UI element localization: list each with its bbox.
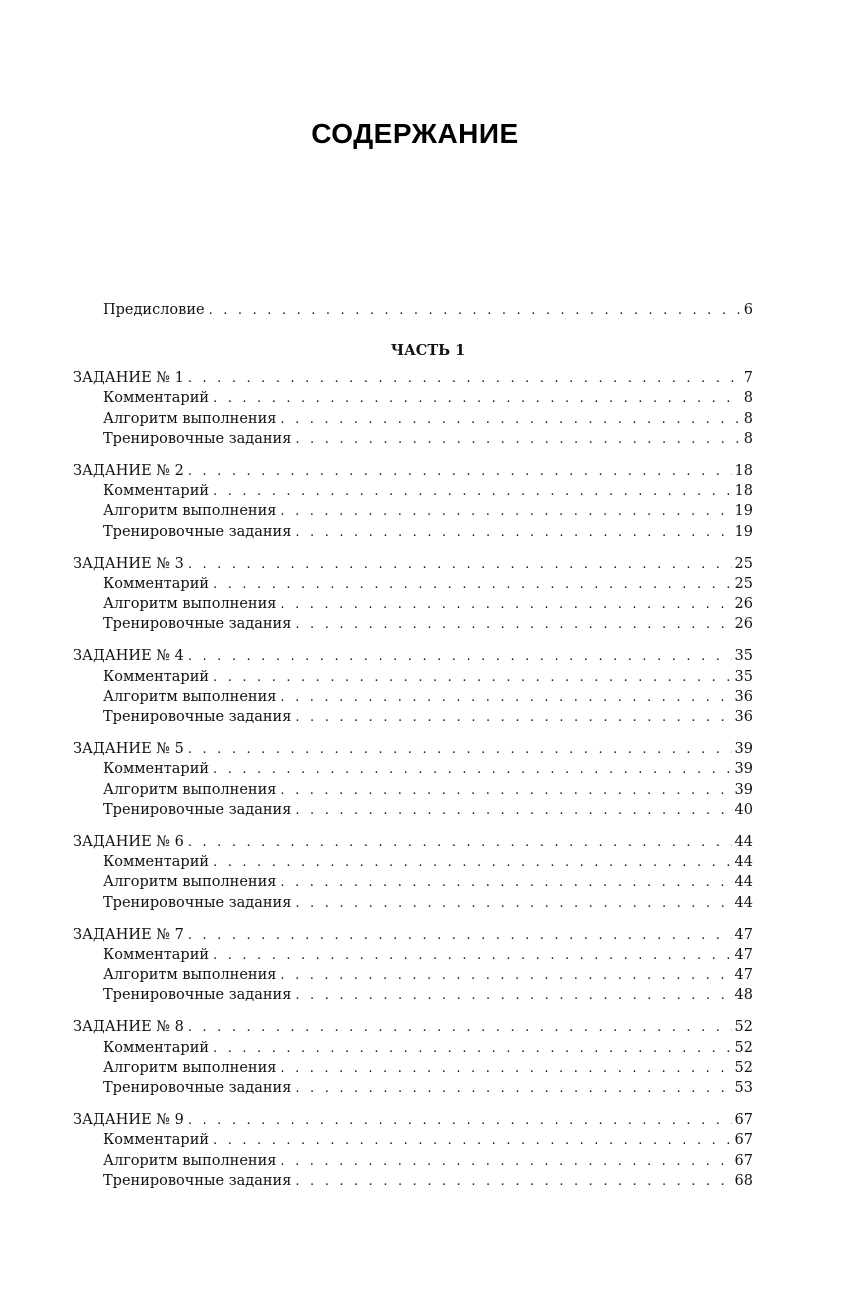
dot-leader bbox=[280, 781, 731, 800]
task-group bbox=[73, 646, 753, 727]
toc-entry-page: 67 bbox=[734, 1132, 753, 1149]
toc-entry-task[interactable] bbox=[73, 554, 753, 574]
dot-leader bbox=[295, 1172, 731, 1191]
toc-entry-page: 44 bbox=[734, 894, 753, 911]
dot-leader bbox=[188, 647, 732, 666]
toc-entry-algorithm[interactable] bbox=[73, 409, 753, 429]
dot-leader bbox=[213, 482, 732, 501]
task-group bbox=[73, 925, 753, 1006]
toc-entry-page: 35 bbox=[734, 648, 753, 665]
toc-entry-task[interactable] bbox=[73, 832, 753, 852]
dot-leader bbox=[188, 833, 732, 852]
toc-entry-page: 44 bbox=[734, 833, 753, 850]
toc-entry-training[interactable] bbox=[73, 1171, 753, 1191]
toc-entry-label: Алгоритм выполнения bbox=[103, 596, 277, 613]
dot-leader bbox=[280, 873, 731, 892]
task-group bbox=[73, 832, 753, 913]
toc-entry-label: Комментарий bbox=[103, 575, 210, 592]
toc-entry-preface[interactable] bbox=[103, 300, 753, 320]
toc-entry-algorithm[interactable] bbox=[73, 965, 753, 985]
toc-entry-comment[interactable] bbox=[73, 1038, 753, 1058]
toc-entry-task[interactable] bbox=[73, 368, 753, 388]
dot-leader bbox=[213, 853, 732, 872]
toc-entry-page: 35 bbox=[734, 668, 753, 685]
toc-entry-algorithm[interactable] bbox=[73, 687, 753, 707]
toc-entry-training[interactable] bbox=[73, 614, 753, 634]
toc-entry-algorithm[interactable] bbox=[73, 780, 753, 800]
toc-entry-page: 25 bbox=[734, 555, 753, 572]
dot-leader bbox=[280, 688, 731, 707]
toc-entry-label: ЗАДАНИЕ № 3 bbox=[73, 555, 184, 572]
dot-leader bbox=[280, 1152, 731, 1171]
toc-entry-label: Тренировочные задания bbox=[103, 616, 292, 633]
toc-entry-page: 39 bbox=[734, 781, 753, 798]
toc-entry-task[interactable] bbox=[73, 461, 753, 481]
toc-entry-label: Комментарий bbox=[103, 761, 210, 778]
toc-entry-label: Тренировочные задания bbox=[103, 1172, 292, 1189]
toc-entry-comment[interactable] bbox=[73, 667, 753, 687]
toc-entry-label: Алгоритм выполнения bbox=[103, 874, 277, 891]
toc-entry-label: Тренировочные задания bbox=[103, 709, 292, 725]
toc-entry-page: 52 bbox=[734, 1039, 753, 1056]
toc-entry-page: 47 bbox=[734, 926, 753, 943]
task-group bbox=[73, 554, 753, 635]
dot-leader bbox=[295, 615, 731, 634]
task-group bbox=[73, 739, 753, 820]
toc-entry-label: Комментарий bbox=[103, 1132, 210, 1149]
toc-entry-label: ЗАДАНИЕ № 9 bbox=[73, 1112, 184, 1129]
toc-entry-page: 68 bbox=[734, 1172, 753, 1189]
dot-leader bbox=[280, 595, 731, 614]
toc-entry-label: Тренировочные задания bbox=[103, 894, 292, 911]
toc-entry-page: 47 bbox=[734, 967, 753, 984]
toc-entry-training[interactable] bbox=[73, 707, 753, 727]
toc-entry-label: ЗАДАНИЕ № 4 bbox=[73, 648, 184, 665]
dot-leader bbox=[280, 1059, 731, 1078]
toc-entry-algorithm[interactable] bbox=[73, 1058, 753, 1078]
toc-entry-comment[interactable] bbox=[73, 574, 753, 594]
dot-leader bbox=[295, 894, 731, 913]
toc-entry-page: 67 bbox=[734, 1152, 753, 1169]
toc-entry-comment[interactable] bbox=[73, 945, 753, 965]
toc-entry-training[interactable] bbox=[73, 429, 753, 449]
toc-entry-label: Комментарий bbox=[103, 946, 210, 963]
toc-entry-label: ЗАДАНИЕ № 2 bbox=[73, 462, 184, 479]
toc-entry-algorithm[interactable] bbox=[73, 1151, 753, 1171]
toc-entry-task[interactable] bbox=[73, 1110, 753, 1130]
toc-entry-label: ЗАДАНИЕ № 8 bbox=[73, 1019, 184, 1036]
toc-entry-comment[interactable] bbox=[73, 759, 753, 779]
toc-entry-label: Тренировочные задания bbox=[103, 430, 292, 447]
dot-leader bbox=[213, 668, 732, 687]
toc-entry-label: Комментарий bbox=[103, 668, 210, 685]
toc-entry-task[interactable] bbox=[73, 739, 753, 759]
task-group bbox=[73, 1017, 753, 1098]
toc-entry-page: 36 bbox=[734, 709, 753, 725]
toc-entry-page: 53 bbox=[734, 1080, 753, 1096]
toc-entry-comment[interactable] bbox=[73, 852, 753, 872]
toc-entry-comment[interactable] bbox=[73, 1130, 753, 1150]
toc-entry-page: 36 bbox=[734, 688, 753, 705]
page-title: СОДЕРЖАНИЕ bbox=[311, 118, 519, 149]
toc-entry-page: 18 bbox=[734, 483, 753, 500]
toc-entry-label: Комментарий bbox=[103, 483, 210, 500]
dot-leader bbox=[188, 555, 732, 574]
dot-leader bbox=[295, 523, 731, 542]
toc-entry-page: 44 bbox=[734, 874, 753, 891]
toc-entry-label: Алгоритм выполнения bbox=[103, 410, 277, 427]
toc-entry-label: Тренировочные задания bbox=[103, 1080, 292, 1096]
toc-entry-label: Комментарий bbox=[103, 854, 210, 871]
toc-entry-algorithm[interactable] bbox=[73, 872, 753, 892]
dot-leader bbox=[295, 430, 740, 449]
toc-entry-training[interactable] bbox=[73, 1078, 753, 1098]
toc-entry-label: Алгоритм выполнения bbox=[103, 688, 277, 705]
toc-entry-page: 6 bbox=[743, 302, 753, 318]
dot-leader bbox=[280, 502, 731, 521]
toc-entry-label: ЗАДАНИЕ № 7 bbox=[73, 926, 184, 943]
toc-entry-label: Тренировочные задания bbox=[103, 987, 292, 1004]
dot-leader bbox=[280, 966, 731, 985]
toc-entry-label: ЗАДАНИЕ № 6 bbox=[73, 833, 184, 850]
dot-leader bbox=[213, 1131, 732, 1150]
dot-leader bbox=[213, 760, 732, 779]
dot-leader bbox=[295, 986, 731, 1005]
dot-leader bbox=[188, 369, 741, 388]
toc-entry-page: 18 bbox=[734, 462, 753, 479]
task-group bbox=[73, 368, 753, 449]
toc-entry-comment[interactable] bbox=[73, 388, 753, 408]
dot-leader bbox=[213, 575, 732, 594]
toc-entry-label: Алгоритм выполнения bbox=[103, 1059, 277, 1076]
task-group bbox=[73, 1110, 753, 1191]
toc-entry-page: 39 bbox=[734, 741, 753, 758]
toc-entry-page: 19 bbox=[734, 503, 753, 520]
toc-entry-label: Алгоритм выполнения bbox=[103, 503, 277, 520]
table-of-contents bbox=[73, 300, 753, 1203]
dot-leader bbox=[295, 1079, 731, 1098]
toc-entry-label: Алгоритм выполнения bbox=[103, 781, 277, 798]
dot-leader bbox=[188, 1111, 732, 1130]
toc-entry-label: Комментарий bbox=[103, 390, 210, 407]
toc-entry-page: 40 bbox=[734, 801, 753, 818]
dot-leader bbox=[209, 301, 741, 320]
toc-entry-page: 26 bbox=[734, 596, 753, 613]
toc-entry-page: 8 bbox=[743, 390, 753, 407]
toc-entry-page: 67 bbox=[734, 1112, 753, 1129]
toc-entry-training[interactable] bbox=[73, 800, 753, 820]
dot-leader bbox=[188, 740, 732, 759]
dot-leader bbox=[280, 410, 740, 429]
toc-entry-page: 26 bbox=[734, 616, 753, 633]
dot-leader bbox=[295, 801, 731, 820]
task-group bbox=[73, 461, 753, 542]
toc-entry-page: 52 bbox=[734, 1019, 753, 1036]
toc-entry-page: 47 bbox=[734, 946, 753, 963]
toc-entry-page: 7 bbox=[743, 370, 753, 387]
toc-entry-page: 52 bbox=[734, 1059, 753, 1076]
toc-entry-task[interactable] bbox=[73, 646, 753, 666]
toc-entry-label: Алгоритм выполнения bbox=[103, 1152, 277, 1169]
toc-entry-training[interactable] bbox=[73, 522, 753, 542]
toc-entry-page: 8 bbox=[743, 430, 753, 447]
toc-entry-label: ЗАДАНИЕ № 1 bbox=[73, 370, 184, 387]
toc-entry-algorithm[interactable] bbox=[73, 501, 753, 521]
toc-entry-page: 44 bbox=[734, 854, 753, 871]
task-list bbox=[73, 368, 753, 1191]
dot-leader bbox=[188, 1018, 732, 1037]
toc-entry-algorithm[interactable] bbox=[73, 594, 753, 614]
toc-entry-label: Тренировочные задания bbox=[103, 801, 292, 818]
dot-leader bbox=[188, 462, 732, 481]
toc-entry-page: 8 bbox=[743, 410, 753, 427]
dot-leader bbox=[188, 926, 732, 945]
toc-entry-comment[interactable] bbox=[73, 481, 753, 501]
toc-entry-page: 39 bbox=[734, 761, 753, 778]
toc-entry-page: 25 bbox=[734, 575, 753, 592]
toc-entry-task[interactable] bbox=[73, 1017, 753, 1037]
dot-leader bbox=[213, 946, 732, 965]
part-heading: ЧАСТЬ 1 bbox=[390, 342, 466, 360]
toc-entry-page: 19 bbox=[734, 523, 753, 540]
toc-entry-task[interactable] bbox=[73, 925, 753, 945]
toc-entry-training[interactable] bbox=[73, 893, 753, 913]
toc-entry-label: Тренировочные задания bbox=[103, 523, 292, 540]
toc-entry-label: Предисловие bbox=[103, 302, 205, 318]
toc-entry-training[interactable] bbox=[73, 985, 753, 1005]
toc-entry-label: Алгоритм выполнения bbox=[103, 967, 277, 984]
toc-entry-label: Комментарий bbox=[103, 1039, 210, 1056]
dot-leader bbox=[213, 389, 741, 408]
toc-entry-page: 48 bbox=[734, 987, 753, 1004]
toc-entry-label: ЗАДАНИЕ № 5 bbox=[73, 741, 184, 758]
dot-leader bbox=[295, 708, 731, 727]
dot-leader bbox=[213, 1039, 732, 1058]
